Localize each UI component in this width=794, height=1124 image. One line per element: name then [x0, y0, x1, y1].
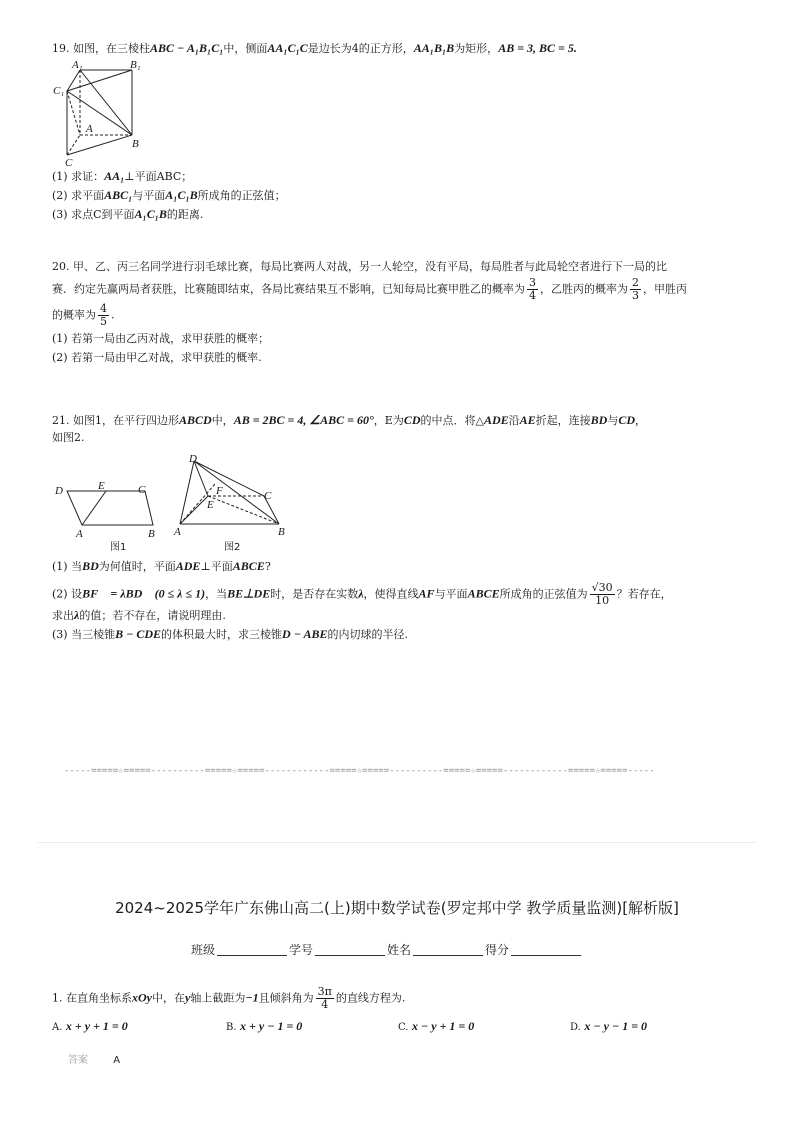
q21-p2-b: ，当: [205, 587, 228, 601]
label-a: A: [86, 123, 93, 135]
edge-cb: [67, 135, 132, 155]
fig2-label-f: F: [216, 485, 223, 497]
q20-frac3: [98, 303, 109, 328]
q21-p2-c: 时，是否存在实数: [270, 587, 359, 601]
edge-c1a: [67, 91, 80, 135]
q21-p3-c: 的内切球的半径.: [327, 628, 409, 641]
page-divider: [38, 842, 756, 843]
q1-option-c[interactable]: [398, 1018, 474, 1036]
q21-part3: [52, 626, 408, 643]
q21-p2-d: ，使得直线: [363, 587, 419, 601]
q21-p1-bd: BD: [82, 559, 99, 573]
q19-text-a: 如图，在三棱柱: [73, 42, 150, 55]
q21-p3-a: (3) 当三棱锥: [52, 628, 116, 641]
id-field[interactable]: [315, 955, 385, 956]
fig2-caption: 图2: [224, 542, 241, 553]
q19-p3-prefix: (3) 求点C到平面: [52, 208, 135, 221]
q19-rect: AA₁B₁B: [413, 41, 455, 55]
q1-text-b: 中，在: [152, 991, 185, 1005]
edge-c1b: [67, 91, 132, 135]
q21-p2-e: 与平面: [434, 587, 468, 601]
q20-frac1: [527, 277, 538, 302]
q21-part1: [52, 558, 271, 575]
edge-da: [180, 461, 194, 524]
q19-text-c: 是边长为4的正方形，: [307, 42, 414, 55]
q20-line1-text: 甲、乙、丙三名同学进行羽毛球比赛，每局比赛两人对战，另一人轮空，没有平局，每局胜者与此局轮空者进行下一局的比: [73, 260, 667, 273]
q21-text-f: 折起，连接: [535, 414, 591, 427]
q19-p2-prefix: (2) 求平面: [52, 189, 105, 202]
label-b1: B₁: [130, 59, 141, 71]
fig2-label-c: C: [264, 490, 272, 502]
q21-line2: 如图2.: [52, 431, 85, 444]
option-d-expr: x − y − 1 = 0: [584, 1019, 648, 1033]
q20-frac2-num: 2: [632, 276, 639, 289]
q21-p2-line2-a: 求出: [52, 609, 74, 622]
fig1-label-e: E: [98, 480, 105, 492]
q20-line3-a: 的概率为: [52, 308, 96, 322]
q1-xoy: xOy: [132, 990, 152, 1005]
q1-text-a: 在直角坐标系: [66, 991, 132, 1005]
option-c-label: C.: [398, 1022, 409, 1033]
q21-p2-f: 所成角的正弦值为: [499, 587, 588, 601]
fig1-label-d: D: [55, 485, 63, 497]
q1-number: 1.: [52, 991, 63, 1005]
class-field[interactable]: [217, 955, 287, 956]
q21-bd: BD: [590, 413, 608, 427]
q21-p1-b: 为何值时，平面: [98, 560, 176, 573]
q20-frac2-den: 3: [632, 289, 639, 302]
q1-text-e: 的直线方程为.: [335, 991, 406, 1005]
label-c: C: [65, 157, 73, 169]
q19-text-d: 为矩形，: [454, 42, 499, 55]
label-a1: A₁: [72, 59, 83, 71]
q1-option-b[interactable]: [226, 1018, 302, 1036]
edge-dc: [194, 461, 264, 496]
q21-p3-dabe: D − ABE: [282, 627, 328, 641]
q21-text-d: 的中点．将△: [420, 414, 484, 427]
q21-part2-line2: [52, 607, 226, 624]
q20-line2-a: 赛．约定先赢两局者获胜，比赛随即结束，各局比赛结果互不影响，已知每局比赛甲胜乙的概率为: [52, 282, 525, 296]
q1-answer: [68, 1051, 120, 1066]
option-a-label: A.: [52, 1022, 63, 1033]
q19-p1-math: AA₁: [104, 169, 125, 183]
fig2-label-a: A: [174, 526, 181, 538]
q21-p2-cond: BE⊥DE: [227, 586, 271, 601]
segment-ae: [82, 491, 106, 525]
q21-figure2: [172, 452, 296, 556]
exam-title: 2024~2025学年广东佛山高二(上)期中数学试卷(罗定邦中学 教学质量监测)[解析版]: [115, 899, 679, 917]
q20-line2-b: ，乙胜丙的概率为: [540, 282, 628, 296]
q21-p2-frac-num: √30: [591, 581, 613, 594]
label-c1: C₁: [53, 85, 65, 97]
q21-p1-c: ⊥平面: [200, 560, 233, 573]
fig2-label-b: B: [278, 526, 285, 538]
q19-part3: [52, 206, 203, 223]
q21-ade: ADE: [483, 413, 509, 427]
q20-line3-b: .: [111, 308, 115, 322]
q19-cond: AB = 3, BC = 5.: [498, 41, 577, 55]
q19-p2-suffix: 所成角的正弦值；: [197, 189, 286, 202]
q19-p2-math1: ABC₁: [104, 188, 133, 202]
class-label: 班级: [191, 943, 216, 957]
q21-p2-lambda: λ: [358, 586, 364, 601]
q21-part2-line1: [52, 582, 672, 607]
q21-p2-a: (2) 设: [52, 587, 83, 601]
fig1-label-a: A: [76, 528, 83, 540]
q19-text-b: 中，侧面: [223, 42, 268, 55]
q20-frac2: [630, 277, 641, 302]
q21-line1: [52, 412, 646, 429]
option-a-expr: x + y + 1 = 0: [65, 1019, 128, 1033]
name-label: 姓名: [387, 943, 412, 957]
q21-text-h: ，: [635, 414, 647, 427]
fig2-label-e: E: [207, 499, 214, 511]
q19-p2-mid: 与平面: [132, 189, 166, 202]
q1-neg1: −1: [245, 990, 259, 1005]
q21-ae: AE: [519, 413, 536, 427]
q21-p2-g: ？若存在，: [616, 587, 672, 601]
id-label: 学号: [289, 943, 314, 957]
q21-p2-line2-b: 的值；若不存在，请说明理由.: [79, 609, 226, 622]
q1-frac: [316, 986, 334, 1011]
q21-p2-abce: ABCE: [467, 586, 500, 601]
q21-p3-b: 的体积最大时，求三棱锥: [161, 628, 283, 641]
q21-p2-line2-lambda: λ: [74, 608, 80, 622]
score-field[interactable]: [511, 955, 581, 956]
q21-quad: ABCD: [179, 413, 212, 427]
q21-p2-af: AF: [418, 586, 435, 601]
label-b: B: [132, 138, 139, 150]
q21-p1-abce: ABCE: [232, 559, 265, 573]
q19-part2: [52, 187, 286, 204]
section-separator: -----=====☆=====----------=====☆=====------------=====☆=====----------=====☆=====------------=====☆=====-----: [64, 766, 655, 776]
q19-stem: [52, 40, 577, 57]
q1-frac-den: 4: [321, 998, 329, 1011]
q19-number: 19.: [52, 42, 70, 55]
q19-p1-suffix: ⊥平面ABC；: [124, 170, 193, 183]
q19-prism: ABC − A₁B₁C₁: [150, 41, 224, 55]
q21-number: 21.: [52, 414, 70, 427]
name-field[interactable]: [413, 955, 483, 956]
edge-c1b1: [67, 70, 132, 91]
q21-text-a: 如图1，在平行四边形: [73, 414, 179, 427]
option-c-expr: x − y + 1 = 0: [411, 1019, 475, 1033]
q20-line3: [52, 303, 115, 328]
q1-stem: [52, 986, 405, 1011]
q21-p2-vec: BF⃗ = λBD⃗ (0 ≤ λ ≤ 1): [82, 586, 206, 601]
option-d-label: D.: [570, 1022, 581, 1033]
q19-p1-prefix: (1) 求证：: [52, 170, 105, 183]
option-b-label: B.: [226, 1022, 237, 1033]
q19-face: AA₁C₁C: [267, 41, 308, 55]
answer-label: 答案: [68, 1055, 88, 1066]
q20-frac1-den: 4: [529, 289, 536, 302]
q20-line1: [52, 259, 667, 275]
q20-frac1-num: 3: [529, 276, 536, 289]
q21-cd2: CD: [618, 413, 636, 427]
fig1-caption: 图1: [110, 542, 127, 553]
score-label: 得分: [485, 943, 510, 957]
q19-prism-figure: [52, 58, 152, 170]
q21-p1-d: ?: [264, 560, 271, 573]
answer-value: A: [113, 1055, 121, 1066]
q20-part2: (2) 若第一局由甲乙对战，求甲获胜的概率.: [52, 351, 262, 364]
option-b-expr: x + y − 1 = 0: [240, 1019, 303, 1033]
q21-p1-a: (1) 当: [52, 560, 83, 573]
q20-part1: (1) 若第一局由乙丙对战，求甲获胜的概率；: [52, 332, 270, 345]
q1-y: y: [185, 990, 191, 1005]
q21-text-g: 与: [607, 414, 619, 427]
q20-line2: [52, 277, 687, 302]
parallelogram-abcd: [67, 491, 153, 525]
q21-p1-ade: ADE: [175, 559, 201, 573]
q21-text-c: ，E为: [373, 414, 404, 427]
student-info-row: [191, 941, 583, 958]
q20-number: 20.: [52, 260, 70, 273]
fig2-label-d: D: [189, 453, 197, 465]
q1-text-c: 轴上截距为: [190, 991, 246, 1005]
q1-frac-num: 3π: [317, 985, 332, 998]
q19-p3-suffix: 的距离.: [166, 208, 204, 221]
q19-p2-math2: A₁C₁B: [165, 188, 198, 202]
q21-cd: CD: [403, 413, 421, 427]
q20-line2-c: ，甲胜丙: [643, 282, 687, 296]
q19-p3-math: A₁C₁B: [134, 207, 167, 221]
q20-frac3-num: 4: [100, 302, 107, 315]
q1-option-a[interactable]: [52, 1018, 128, 1036]
q1-text-d: 且倾斜角为: [258, 991, 314, 1005]
q21-text-e: 沿: [508, 414, 520, 427]
fig1-label-b: B: [148, 528, 155, 540]
q21-p2-frac: [590, 582, 615, 607]
q21-text-b: 中，: [211, 414, 234, 427]
fig1-label-c: C: [138, 484, 146, 496]
q19-part1: [52, 168, 192, 185]
q21-p3-bcde: B − CDE: [115, 627, 162, 641]
q21-p2-frac-den: 10: [595, 594, 610, 607]
q1-option-d[interactable]: [570, 1018, 647, 1036]
q21-figure1: [52, 478, 164, 554]
q21-cond: AB = 2BC = 4, ∠ABC = 60°: [233, 413, 374, 427]
q20-frac3-den: 5: [100, 315, 107, 328]
